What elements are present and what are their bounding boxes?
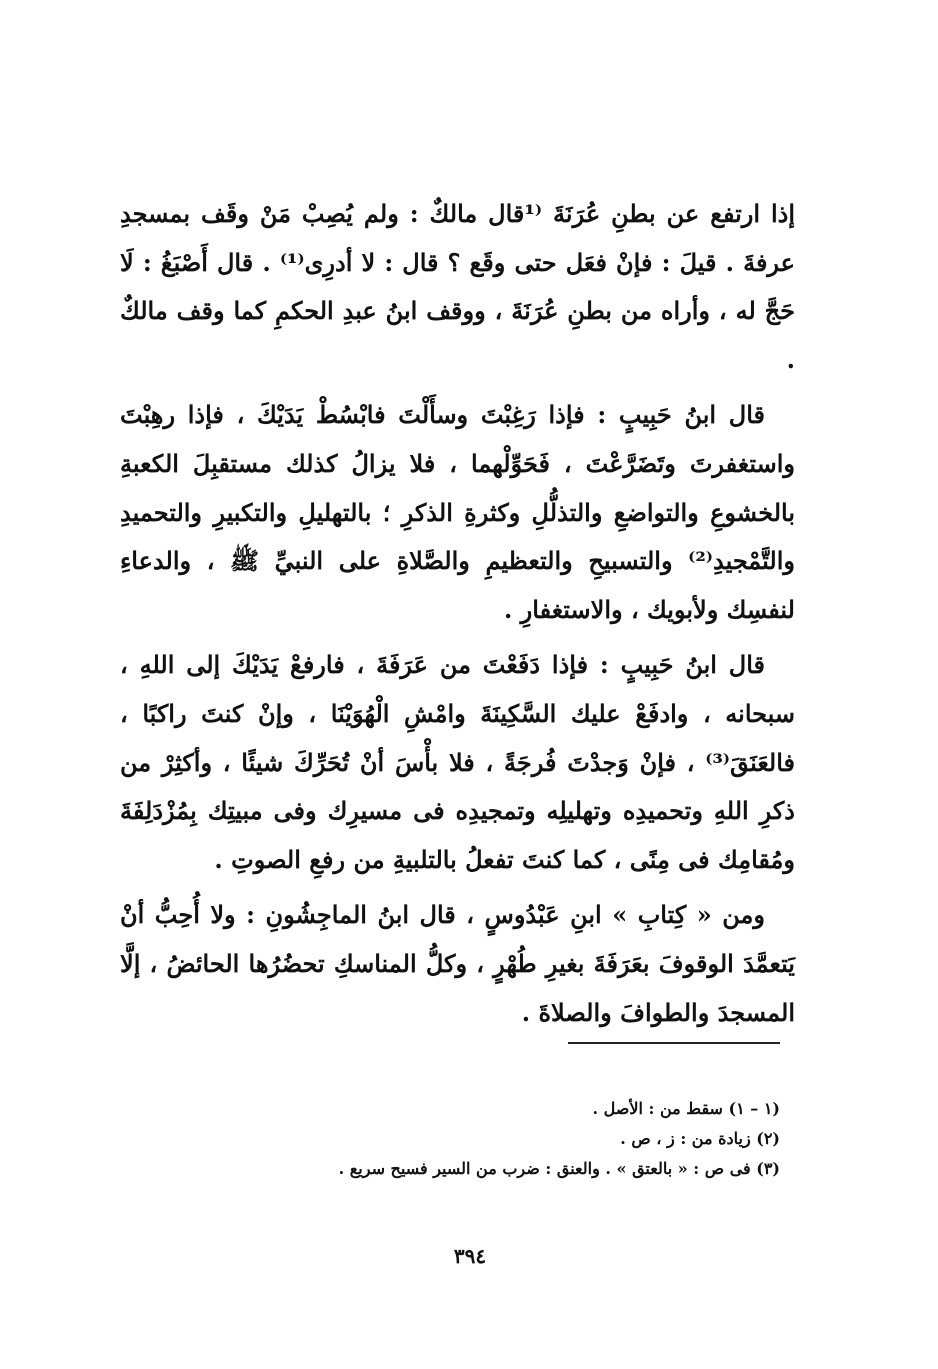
footnote: (٢) زيادة من : ز ، ص . <box>620 1129 780 1148</box>
footnote: (١ – ١) سقط من : الأصل . <box>592 1099 780 1118</box>
main-text-body <box>120 190 795 1044</box>
footnotes <box>160 1094 780 1184</box>
paragraph: ومن « كِتابِ » ابنِ عَبْدُوسٍ ، قال ابنُ الماجِشُونِ : ولا أُحِبُّ أنْ يَتعمَّدَ الوقوفَ بعَرَفَةَ بغيرِ طُهْرٍ ، وكلُّ المناسكِ تحضُرُها الحائضُ ، إلَّا المسجدَ والطوافَ والصلاةَ . <box>120 900 795 1027</box>
page-number: ٣٩٤ <box>453 1244 487 1268</box>
footnote: (٣) فى ص : « بالعتق » . والعنق : ضرب من السير فسيح سريع . <box>338 1159 780 1178</box>
footnote-separator <box>568 1042 780 1044</box>
paragraph: قال ابنُ حَبِيبٍ : فإذا دَفَعْتَ من عَرَفَةَ ، فارفعْ يَدَيْكَ إلى اللهِ ، سبحانه ، وادفَعْ عليك السَّكِينَةَ وامْشِ الْهُوَيْنَا ، وإنْ كنتَ راكبًا ، فالعَنَقَ⁽³⁾ ، فإنْ وَجدْتَ فُرجَةً ، فلا بأْسَ أنْ تُحَرِّكَ شيئًا ، وأكثِرْ من ذكرِ اللهِ وتحميدِه وتهليلِه وتمجيدِه فى مسيرِك وفى مبيتِك بِمُزْدَلِفَةَ ومُقامِك فى مِنًى ، كما كنتَ تفعلُ بالتلبيةِ من رفعِ الصوتِ . <box>120 650 795 874</box>
paragraph: إذا ارتفع عن بطنِ عُرَنَةَ ⁽¹قال مالكٌ : ولم يُصِبْ مَنْ وقَف بمسجدِ عرفةَ . قيلَ : فإنْ فعَل حتى وقَع ؟ قال : لا أدرِى⁽¹⁾ . قال أَصْبَغُ : لَا حَجَّ له ، وأراه من بطنِ عُرَنَةَ ، ووقف ابنُ عبدِ الحكمِ كما وقف مالكٌ . <box>120 199 796 374</box>
paragraph: قال ابنُ حَبِيبٍ : فإذا رَغِبْتَ وسأَلْتَ فابْسُطْ يَدَيْكَ ، فإذا رهِبْتَ واستغفرتَ وتَضَرَّعْتَ ، فَحَوِّلْهما ، فلا يزالُ كذلك مستقبِلَ الكعبةِ بالخشوعِ والتواضعِ والتذلُّلِ وكثرةِ الذكرِ ؛ بالتهليلِ والتكبيرِ والتحميدِ والتَّمْجيدِ⁽²⁾ والتسبيحِ والتعظيمِ والصَّلاةِ على النبيِّ ﷺ ، والدعاءِ لنفسِك ولأبويك ، والاستغفارِ . <box>120 400 795 624</box>
